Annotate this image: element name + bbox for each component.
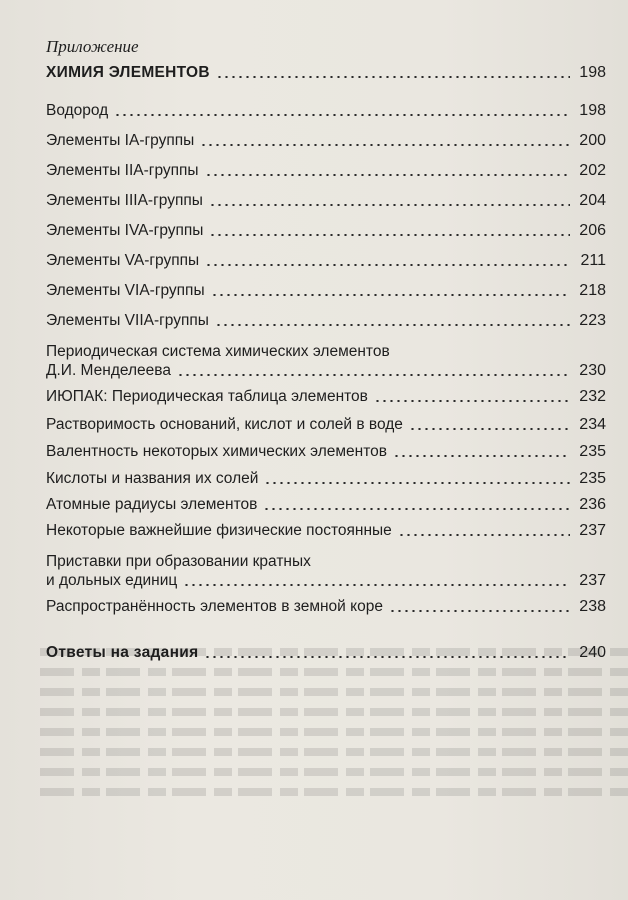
bleed-through-text xyxy=(40,640,628,900)
toc-entry-iupac-table[interactable] xyxy=(46,388,606,406)
toc-entry-label: Элементы IVA-группы xyxy=(46,222,204,239)
toc-page-number: 235 xyxy=(579,470,606,487)
dot-leader xyxy=(398,534,570,536)
toc-entry-label: и дольных единиц xyxy=(46,572,178,589)
section-label: Приложение xyxy=(46,37,139,56)
toc-entry-acids-salts[interactable] xyxy=(46,470,606,488)
toc-page-number: 240 xyxy=(579,644,606,661)
dot-leader xyxy=(389,610,570,612)
toc-entry-group-5a[interactable] xyxy=(46,252,606,270)
toc-entry-group-1a[interactable] xyxy=(46,132,606,150)
toc-page-number: 200 xyxy=(579,132,606,149)
toc-entry-label: ИЮПАК: Периодическая таблица элементов xyxy=(46,388,368,405)
toc-page-number: 202 xyxy=(579,162,606,179)
toc-entry-label: ХИМИЯ ЭЛЕМЕНТОВ xyxy=(46,64,210,81)
toc-entry-label: Атомные радиусы элементов xyxy=(46,496,258,513)
toc-entry-physical-constants[interactable] xyxy=(46,522,606,540)
toc-page-number: 238 xyxy=(579,598,606,615)
toc-page-number: 218 xyxy=(579,282,606,299)
toc-entry-group-3a[interactable] xyxy=(46,192,606,210)
toc-entry-label: Элементы VIIA-группы xyxy=(46,312,209,329)
toc-entry-label-line1: Периодическая система химических элементов xyxy=(46,343,390,360)
dot-leader xyxy=(205,264,570,266)
dot-leader xyxy=(209,204,570,206)
toc-entry-group-2a[interactable] xyxy=(46,162,606,180)
dot-leader xyxy=(114,114,570,116)
toc-page-number: 204 xyxy=(579,192,606,209)
toc-entry-answers[interactable] xyxy=(46,644,606,662)
toc-page-number: 237 xyxy=(579,522,606,539)
toc-entry-periodic-system[interactable] xyxy=(46,362,606,380)
toc-page-number: 206 xyxy=(579,222,606,239)
toc-entry-label: Распространённость элементов в земной коре xyxy=(46,598,383,615)
toc-entry-atomic-radii[interactable] xyxy=(46,496,606,514)
toc-entry-chemistry-of-elements[interactable] xyxy=(46,64,606,82)
toc-page-number: 232 xyxy=(579,388,606,405)
toc-page-number: 235 xyxy=(579,443,606,460)
toc-page-number: 211 xyxy=(580,252,606,269)
dot-leader xyxy=(263,508,570,510)
toc-page-number: 230 xyxy=(579,362,606,379)
toc-entry-label: Водород xyxy=(46,102,109,119)
toc-entry-label: Валентность некоторых химических элементов xyxy=(46,443,387,460)
toc-entry-label: Элементы IIIA-группы xyxy=(46,192,203,209)
toc-page-number: 236 xyxy=(579,496,606,513)
toc-page-number: 223 xyxy=(579,312,606,329)
toc-page-number: 198 xyxy=(579,102,606,119)
toc-entry-hydrogen[interactable] xyxy=(46,102,606,120)
dot-leader xyxy=(204,656,570,658)
dot-leader xyxy=(205,174,570,176)
toc-entry-label: Элементы VIA-группы xyxy=(46,282,205,299)
toc-entry-label: Элементы IA-группы xyxy=(46,132,195,149)
toc-page-number: 234 xyxy=(579,416,606,433)
dot-leader xyxy=(374,400,570,402)
toc-entry-label: Ответы на задания xyxy=(46,644,199,661)
dot-leader xyxy=(216,76,570,78)
dot-leader xyxy=(215,324,570,326)
toc-entry-solubility[interactable] xyxy=(46,416,606,434)
dot-leader xyxy=(209,234,570,236)
dot-leader xyxy=(264,482,570,484)
dot-leader xyxy=(200,144,570,146)
toc-entry-label: Элементы VA-группы xyxy=(46,252,200,269)
toc-entry-label: Растворимость оснований, кислот и солей в воде xyxy=(46,416,403,433)
dot-leader xyxy=(177,374,570,376)
toc-entry-unit-prefixes[interactable] xyxy=(46,572,606,590)
toc-entry-abundance[interactable] xyxy=(46,598,606,616)
toc-entry-label: Элементы IIA-группы xyxy=(46,162,199,179)
toc-entry-label: Д.И. Менделеева xyxy=(46,362,171,379)
dot-leader xyxy=(211,294,570,296)
toc-entry-valence[interactable] xyxy=(46,443,606,461)
dot-leader xyxy=(409,428,570,430)
toc-page-number: 237 xyxy=(579,572,606,589)
toc-entry-label: Кислоты и названия их солей xyxy=(46,470,259,487)
toc-entry-group-7a[interactable] xyxy=(46,312,606,330)
toc-page-number: 198 xyxy=(579,64,606,81)
toc-entry-label-line1: Приставки при образовании кратных xyxy=(46,553,311,570)
dot-leader xyxy=(183,584,570,586)
dot-leader xyxy=(393,455,570,457)
toc-entry-label: Некоторые важнейшие физические постоянные xyxy=(46,522,392,539)
toc-entry-group-6a[interactable] xyxy=(46,282,606,300)
toc-entry-group-4a[interactable] xyxy=(46,222,606,240)
